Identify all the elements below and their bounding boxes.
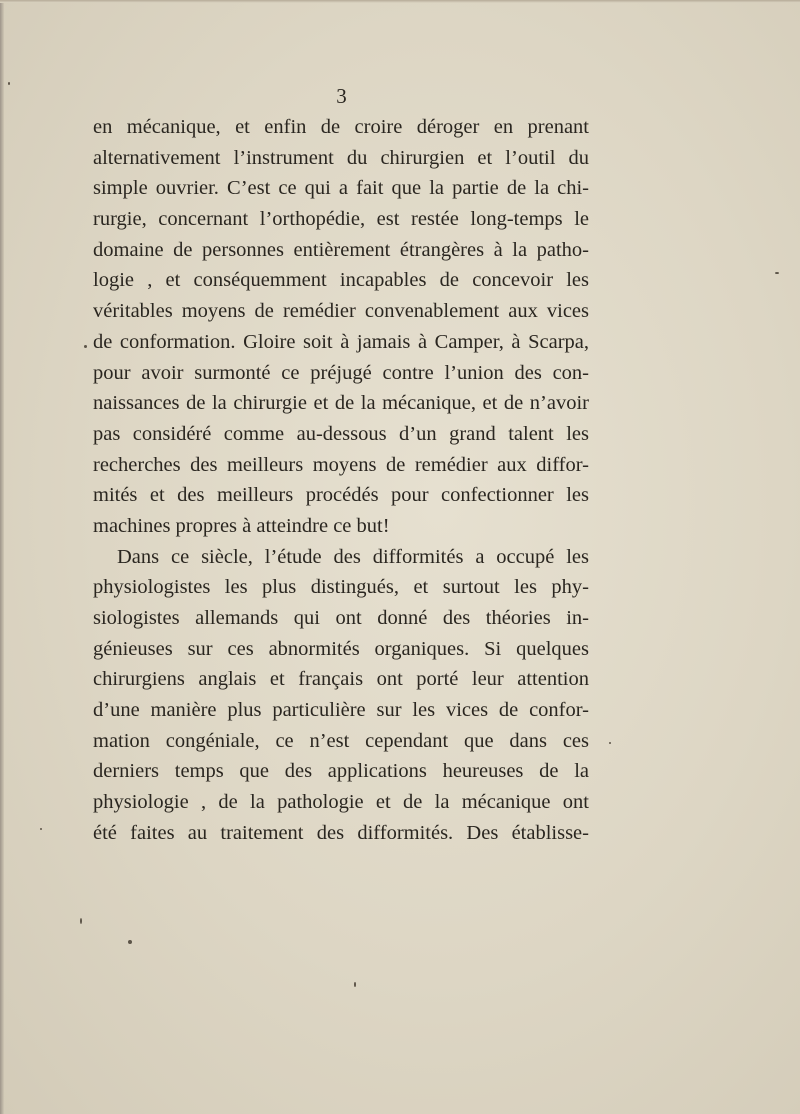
paper-speck xyxy=(80,918,82,924)
text-line: en mécanique, et enfin de croire déroger en prenant xyxy=(93,116,589,138)
page-left-edge xyxy=(0,0,4,1114)
text-line: alternativement l’instrument du chirurgien et l’outil du xyxy=(93,146,589,169)
text-line: siologistes allemands qui ont donné des théories in- xyxy=(93,607,589,629)
text-line-paragraph-start: Dans ce siècle, l’étude des difformités a occupé les xyxy=(117,545,589,568)
text-line: logie , et conséquemment incapables de concevoir les xyxy=(93,269,589,292)
paper-speck xyxy=(84,345,87,348)
text-line: mités et des meilleurs procédés pour confectionner les xyxy=(93,484,589,507)
text-line: derniers temps que des applications heureuses de la xyxy=(93,760,589,783)
text-line: physiologie , de la pathologie et de la mécanique ont xyxy=(93,791,589,814)
body-text xyxy=(93,112,589,849)
page-top-edge xyxy=(0,0,800,3)
text-line: de conformation. Gloire soit à jamais à Camper, à Scarpa, xyxy=(93,330,589,353)
text-line: rurgie, concernant l’orthopédie, est restée long-temps le xyxy=(93,208,589,231)
text-line: génieuses sur ces abnormités organiques. Si quelques xyxy=(93,637,589,660)
paper-speck xyxy=(775,272,779,274)
text-line: simple ouvrier. C’est ce qui a fait que la partie de la chi- xyxy=(93,177,589,200)
text-line-paragraph-end: machines propres à atteindre ce but! xyxy=(93,514,390,537)
paper-speck xyxy=(128,940,132,944)
text-line: été faites au traitement des difformités. Des établisse- xyxy=(93,821,589,844)
page-number: 3 xyxy=(336,84,347,108)
text-line: pour avoir surmonté ce préjugé contre l’union des con- xyxy=(93,361,589,384)
text-line: physiologistes les plus distingués, et surtout les phy- xyxy=(93,576,589,599)
text-line: mation congéniale, ce n’est cependant que dans ces xyxy=(93,729,589,752)
paper-speck xyxy=(609,742,611,744)
text-line: pas considéré comme au-dessous d’un grand talent les xyxy=(93,422,589,445)
text-line: domaine de personnes entièrement étrangères à la patho- xyxy=(93,238,589,261)
paper-speck xyxy=(8,82,10,85)
paper-speck xyxy=(354,982,356,987)
text-line: recherches des meilleurs moyens de remédier aux diffor- xyxy=(93,453,589,476)
paper-speck xyxy=(40,828,42,830)
text-line: d’une manière plus particulière sur les vices de confor- xyxy=(93,699,589,722)
text-line: chirurgiens anglais et français ont porté leur attention xyxy=(93,668,589,691)
text-line: naissances de la chirurgie et de la mécanique, et de n’avoir xyxy=(93,392,589,415)
text-line: véritables moyens de remédier convenablement aux vices xyxy=(93,300,589,323)
